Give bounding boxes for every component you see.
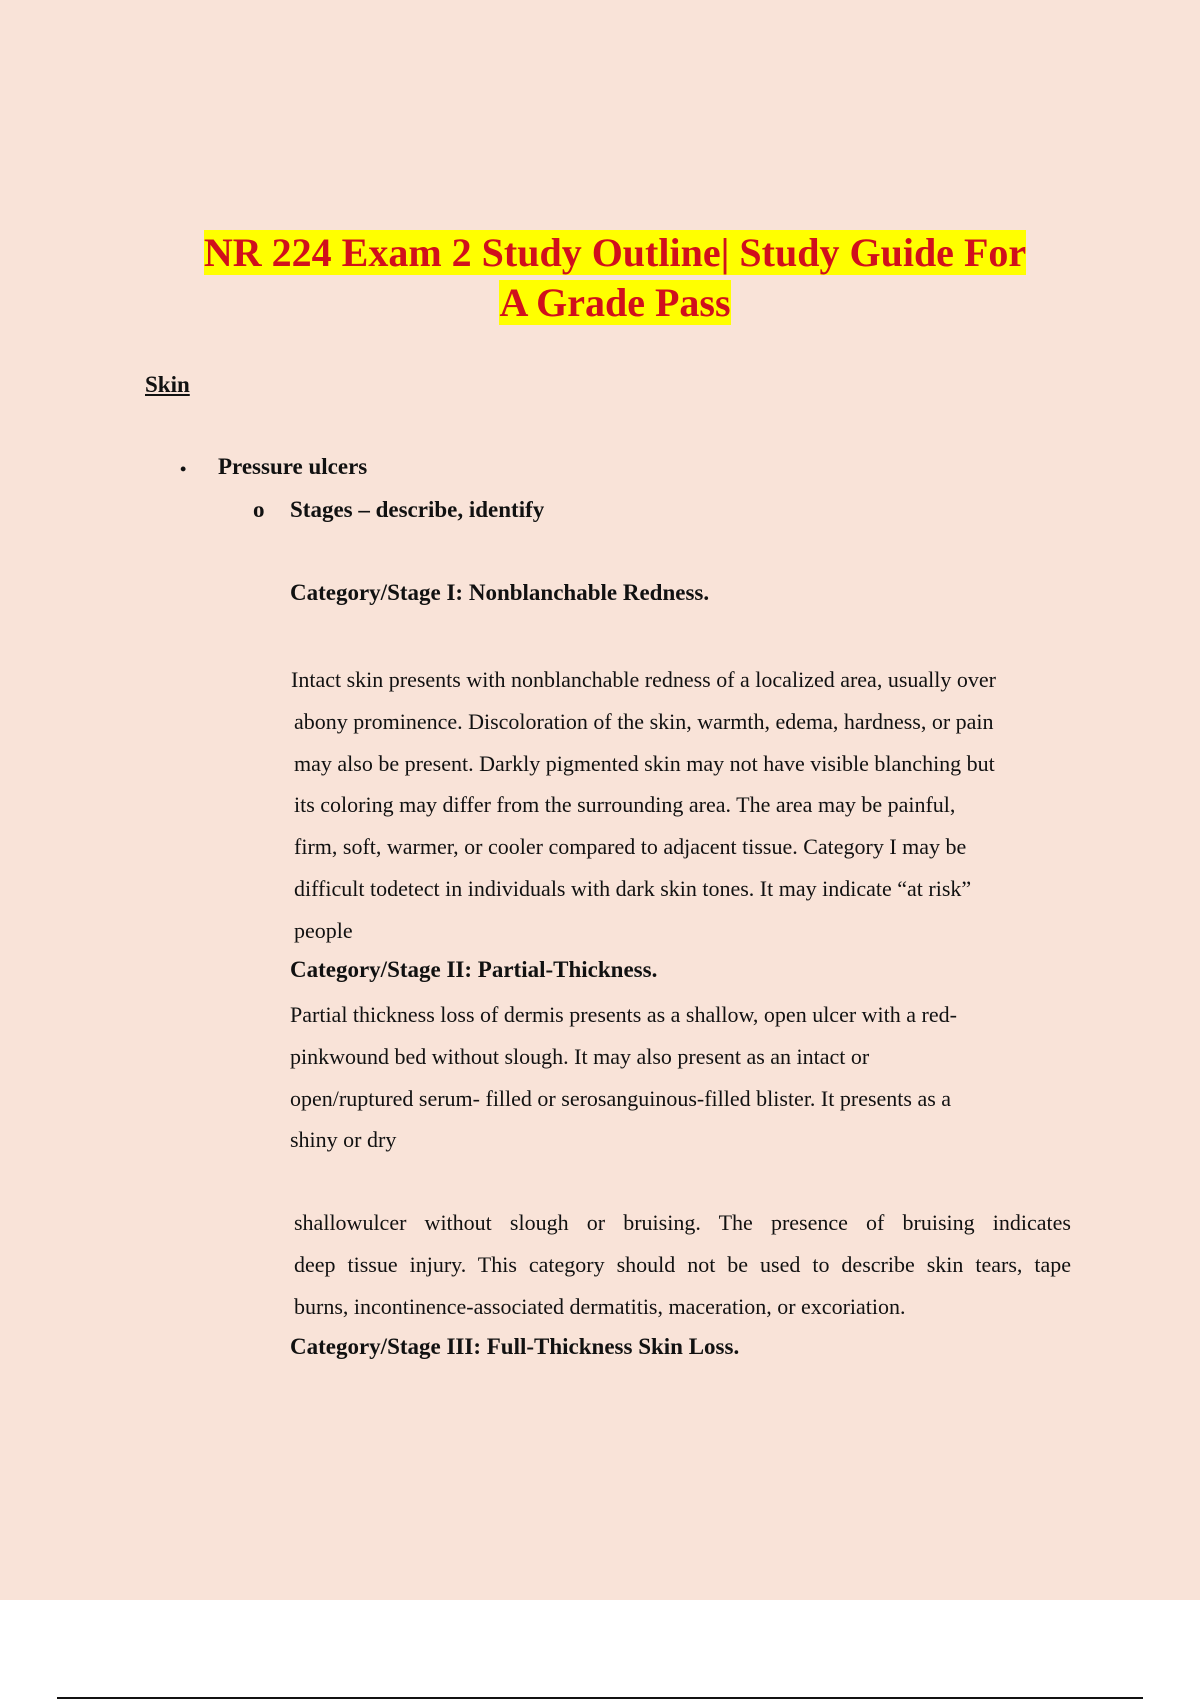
document-title <box>140 228 1090 328</box>
stage-1-description <box>291 659 996 952</box>
paragraph-line: burns, incontinence-associated dermatitis, maceration, or excoriation. <box>294 1293 906 1319</box>
title-line-2: A Grade Pass <box>499 280 731 325</box>
paragraph-line: difficult todetect in individuals with dark skin tones. It may indicate “at risk” <box>294 875 972 901</box>
paragraph-line: Intact skin presents with nonblanchable redness of a localized area, usually over <box>291 667 996 692</box>
stage-1-heading: Category/Stage I: Nonblanchable Redness. <box>290 580 710 605</box>
sub-bullet-icon: o <box>253 497 265 522</box>
paragraph-line: shiny or dry <box>290 1127 397 1153</box>
paragraph-line: people <box>294 917 353 943</box>
paragraph-line: Partial thickness loss of dermis presents as a shallow, open ulcer with a red- <box>290 1002 957 1027</box>
paragraph-line: may also be present. Darkly pigmented skin may not have visible blanching but <box>294 750 995 776</box>
title-line-1: NR 224 Exam 2 Study Outline| Study Guide For <box>203 230 1027 275</box>
stage-3-heading: Category/Stage III: Full-Thickness Skin Loss. <box>290 1334 740 1359</box>
paragraph-line: its coloring may differ from the surrounding area. The area may be painful, <box>294 792 956 818</box>
list-subitem-label: Stages – describe, identify <box>290 497 545 522</box>
paragraph-line: open/ruptured serum- filled or serosanguinous-filled blister. It presents as a <box>290 1085 952 1111</box>
stage-2-description <box>290 994 957 1161</box>
paragraph-line: pinkwound bed without slough. It may also present as an intact or <box>290 1043 870 1069</box>
stage-2-heading: Category/Stage II: Partial-Thickness. <box>290 957 658 982</box>
stage-2-description-continued <box>294 1202 1071 1327</box>
list-item-label: Pressure ulcers <box>218 454 368 479</box>
section-heading: Skin <box>145 372 190 397</box>
bullet-icon: • <box>180 459 187 479</box>
paragraph-line: abony prominence. Discoloration of the skin, warmth, edema, hardness, or pain <box>294 708 994 734</box>
paragraph-line: deep tissue injury. This category should not be used to describe skin tears, tape <box>294 1251 1071 1277</box>
paragraph-line: shallowulcer without slough or bruising. The presence of bruising indicates <box>294 1210 1071 1235</box>
paragraph-line: firm, soft, warmer, or cooler compared to adjacent tissue. Category I may be <box>294 834 967 860</box>
footer-divider <box>57 1697 1143 1699</box>
